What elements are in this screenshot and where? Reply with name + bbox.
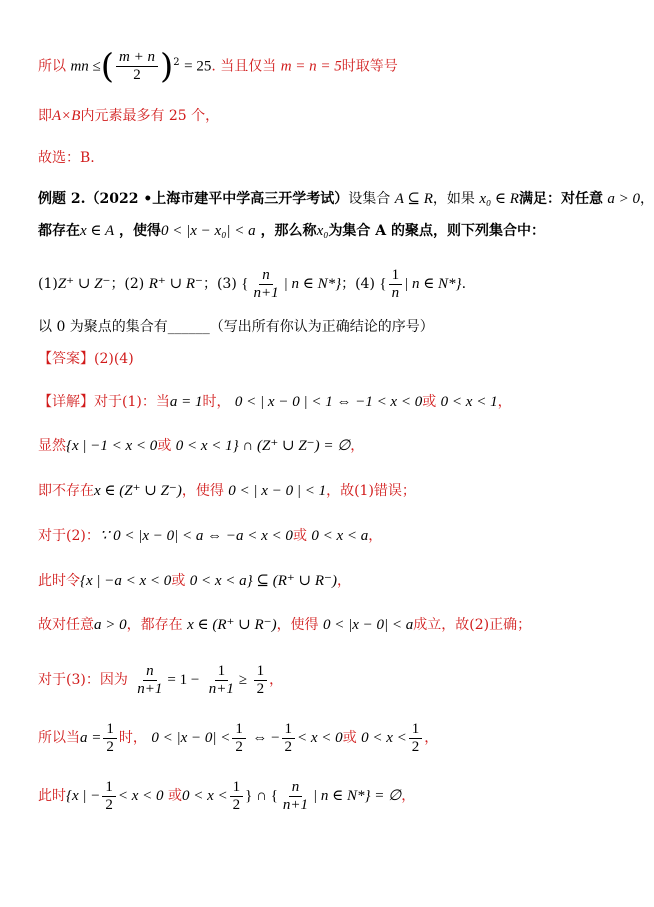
text: 所以 bbox=[38, 58, 66, 75]
text: 时取等号 bbox=[341, 58, 398, 75]
fraction: $\frac{m + n}{2}$ bbox=[116, 49, 158, 84]
detail-line-1: 【详解】对于(1)：当a = 1时， 0 < | x − 0 | < 1 ⇔ −1 < x < 0或 0 < x < 1， bbox=[38, 394, 512, 410]
question-line: 以 0 为聚点的集合有______（写出所有你认为正确结论的序号） bbox=[38, 319, 434, 335]
options-line: (1)Z⁺ ∪ Z⁻；(2) R⁺ ∪ R⁻；(3) { $\frac{n}{n+1}$ | n ∈ N*}；(4) { $\frac{1}{n}$ | n ∈ N*}. bbox=[38, 266, 467, 301]
detail-line-5: 此时令{x | −a < x < 0或 0 < x < a} ⊆ (R⁺ ∪ R⁻)， bbox=[38, 573, 351, 589]
detail-line-6: 故对任意a > 0，都存在 x ∈ (R⁺ ∪ R⁻)，使得 0 < |x − 0| < a成立，故(2)正确； bbox=[38, 617, 532, 633]
detail-line-2: 显然{x | −1 < x < 0或 0 < x < 1} ∩ (Z⁺ ∪ Z⁻) = ∅， bbox=[38, 438, 365, 454]
line-1: 所以 mn ≤( $\frac{m + n}{2}$ )$^2$ = 25. 当且仅当 m = n = 5时取等号 bbox=[38, 46, 398, 87]
detail-line-4: 对于(2)：∵ 0 < |x − 0| < a ⇔ −a < x < 0或 0 < x < a， bbox=[38, 528, 383, 544]
detail-line-7: 对于(3)：因为 $\frac{n}{n+1}$ = 1 − $\frac{1}{n+1}$ ≥ $\frac{1}{2}$ ， bbox=[38, 662, 284, 697]
math-expr: mn ≤ bbox=[70, 58, 101, 75]
detail-line-3: 即不存在x ∈ (Z⁺ ∪ Z⁻)，使得 0 < | x − 0 | < 1，故(1)错误； bbox=[38, 483, 416, 499]
line-5: 都存在x ∈ A ，使得0 < |x − x₀| < a ，那么称x₀为集合 A 的聚点，则下列集合中： bbox=[38, 223, 546, 239]
example-title: 例题 2.（2022 •上海市建平中学高三开学考试） bbox=[38, 191, 349, 207]
answer-line: 【答案】(2)(4) bbox=[38, 351, 134, 367]
line-2: 即A×B内元素最多有 25 个， bbox=[38, 108, 220, 124]
detail-line-9: 此时{x | − $\frac{1}{2}$ < x < 0 或0 < x < $\frac{1}{2}$ } ∩ { $\frac{n}{n+1}$ | n ∈ N*} = ∅， bbox=[38, 778, 416, 813]
detail-line-8: 所以当a = $\frac{1}{2}$ 时， 0 < |x − 0| < $\frac{1}{2}$ ⇔ − $\frac{1}{2}$ < x < 0或 0 < x < $\frac{1}{2}$ ， bbox=[38, 720, 439, 755]
text: . 当且仅当 bbox=[211, 58, 277, 75]
math-expr: = 25 bbox=[184, 58, 212, 75]
example-title-line: 例题 2.（2022 •上海市建平中学高三开学考试）设集合 A ⊆ R，如果 x₀ ∈ R满足：对任意 a > 0， bbox=[38, 191, 654, 207]
math-expr: m = n = 5 bbox=[280, 58, 342, 75]
line-3: 故选：B. bbox=[38, 150, 95, 166]
